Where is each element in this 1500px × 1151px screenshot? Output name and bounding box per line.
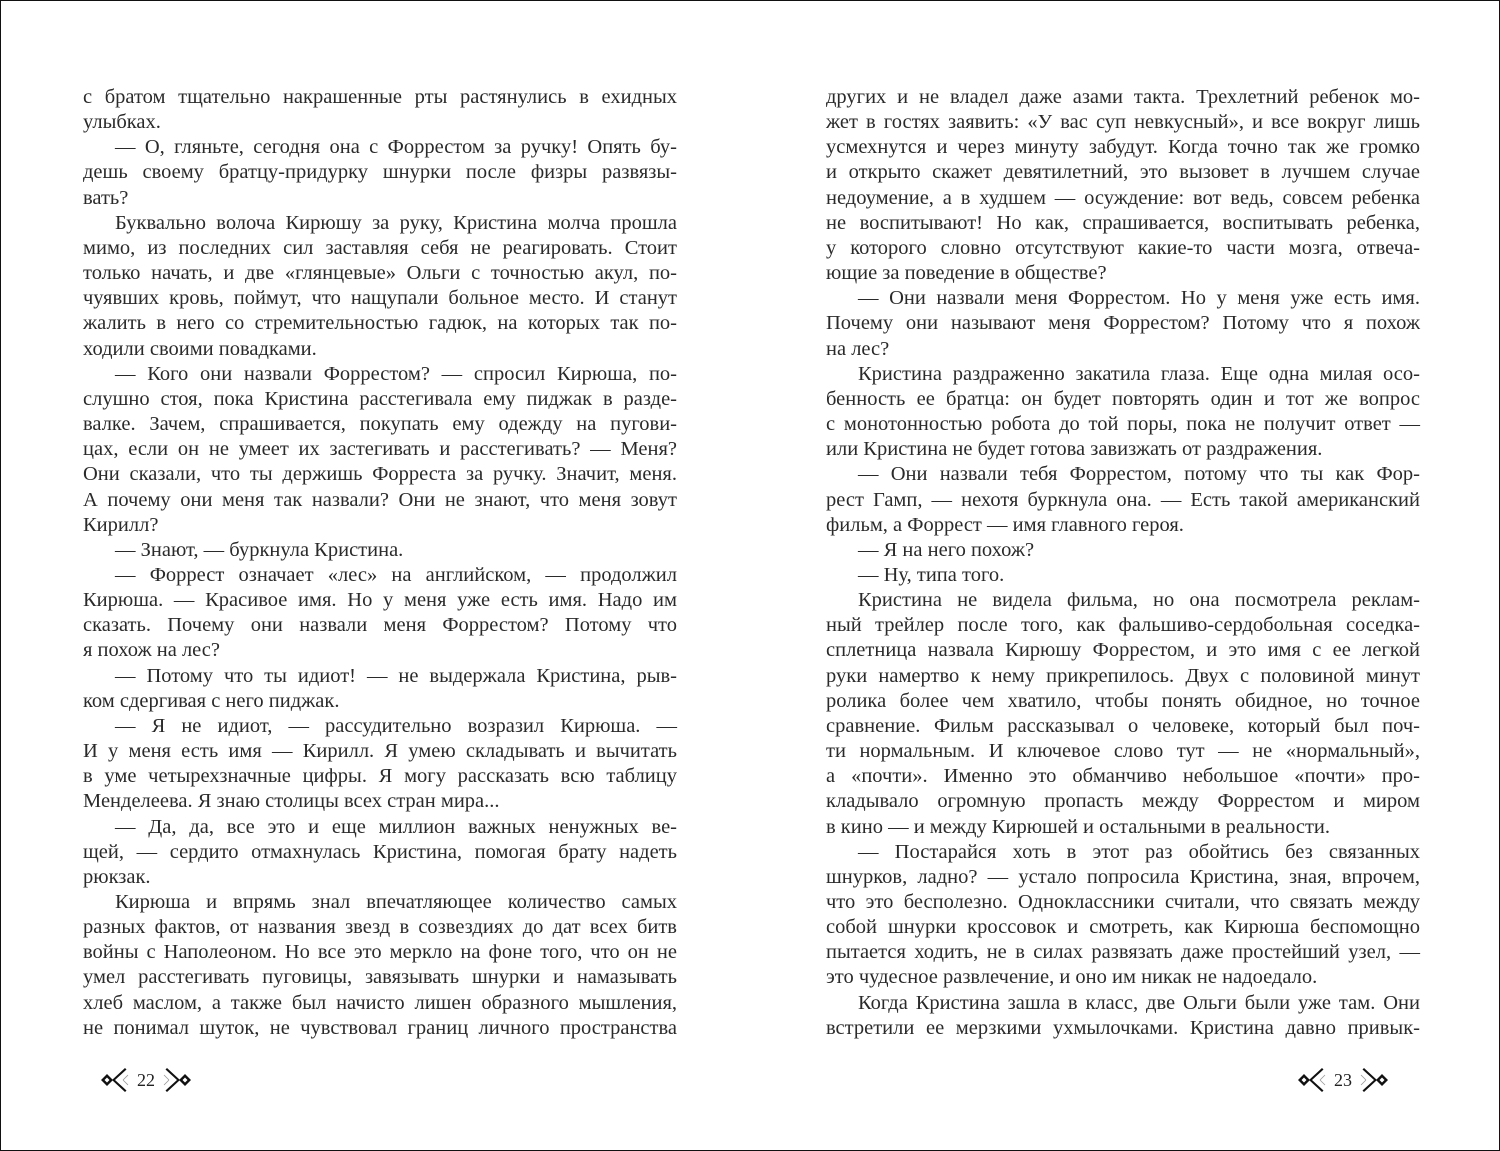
text-line: ходили своими повадками. bbox=[83, 337, 317, 360]
text-line: не воспитывают! Но как, спрашивается, воспитывать ребенка, bbox=[826, 211, 1420, 234]
text-line: фильм, а Форрест — имя главного героя. bbox=[826, 513, 1184, 536]
text-line: не понимал шуток, не чувствовал границ личного пространства bbox=[83, 1016, 677, 1039]
right-page-body bbox=[826, 85, 1420, 1041]
text-line: войны с Наполеоном. Но все это меркло на фоне того, что он не bbox=[83, 941, 677, 964]
folio-ornament-left-icon bbox=[99, 1065, 131, 1095]
text-line: сказать. Почему они назвали меня Форрестом? Потому что bbox=[83, 614, 677, 637]
text-line: чуявших кровь, поймут, что нащупали больное место. И станут bbox=[83, 287, 677, 310]
text-line: бенность ее братца: он будет повторять один и тот же вопрос bbox=[826, 387, 1420, 410]
text-line: — Знают, — буркнула Кристина. bbox=[115, 538, 404, 561]
text-line: ти нормальным. И ключевое слово тут — не «нормальный», bbox=[826, 740, 1420, 763]
text-line: цах, если он не умеет их застегивать и расстегивать? — Меня? bbox=[83, 438, 677, 461]
text-line: Буквально волоча Кирюшу за руку, Кристина молча прошла bbox=[115, 211, 677, 234]
text-line: Они сказали, что ты держишь Форреста за ручку. Значит, меня. bbox=[83, 463, 677, 486]
text-line: в кино — и между Кирюшей и остальными в реальности. bbox=[826, 815, 1331, 838]
text-line: — Они назвали тебя Форрестом, потому что ты как Фор- bbox=[858, 463, 1420, 486]
text-line: мимо, из последних сил заставляя себя не реагировать. Стоит bbox=[83, 236, 677, 259]
text-line: Кристина не видела фильма, но она посмотрела реклам- bbox=[858, 589, 1420, 612]
text-line: что это бесполезно. Одноклассники считали, что связать между bbox=[826, 891, 1420, 913]
text-line: — Потому что ты идиот! — не выдержала Кристина, рыв- bbox=[115, 664, 677, 687]
text-line: сравнение. Фильм рассказывал о человеке, который был поч- bbox=[826, 714, 1420, 737]
text-line: пытается ходить, не в силах развязать даже простейший узел, — bbox=[826, 941, 1420, 964]
text-line: А почему они меня так назвали? Они не знают, что меня зовут bbox=[83, 488, 677, 511]
text-line: Кристина раздраженно закатила глаза. Еще одна милая осо- bbox=[858, 362, 1420, 385]
text-line: — Форрест означает «лес» на английском, — продолжил bbox=[115, 563, 677, 586]
text-line: — Ну, типа того. bbox=[858, 563, 1005, 586]
text-line: на лес? bbox=[826, 337, 890, 360]
left-page-folio bbox=[99, 1065, 193, 1095]
text-line: хлеб маслом, а также был начисто лишен образного мышления, bbox=[83, 991, 677, 1014]
text-line: это чудесное развлечение, и оно им никак не надоедало. bbox=[826, 966, 1318, 989]
text-line: Кирюша и впрямь знал впечатляющее количество самых bbox=[115, 891, 677, 913]
text-line: щей, — сердито отмахнулась Кристина, помогая брату надеть bbox=[83, 840, 677, 863]
text-line: дешь своему братцу-придурку шнурки после физры развязы- bbox=[83, 161, 677, 184]
folio-ornament-left-icon bbox=[1296, 1065, 1328, 1095]
page-number: 22 bbox=[137, 1069, 155, 1090]
text-line: я похож на лес? bbox=[83, 639, 220, 662]
text-line: ком сдергивая с него пиджак. bbox=[83, 689, 340, 712]
text-line: — Я не идиот, — рассудительно возразил Кирюша. — bbox=[115, 714, 677, 737]
text-line: Почему они называют меня Форрестом? Потому что я похож bbox=[826, 312, 1420, 335]
text-line: недоумение, а в худшем — осуждение: вот ведь, совсем ребенка bbox=[826, 186, 1420, 209]
text-line: — О, гляньте, сегодня она с Форрестом за ручку! Опять бу- bbox=[115, 136, 677, 159]
left-page-body bbox=[83, 85, 677, 1041]
text-line: рест Гамп, — нехотя буркнула она. — Есть такой американский bbox=[826, 488, 1420, 511]
text-line: ющие за поведение в обществе? bbox=[826, 262, 1107, 285]
text-line: — Постарайся хоть в этот раз обойтись без связанных bbox=[858, 840, 1420, 863]
text-line: жет в гостях заявить: «У вас суп невкусный», и все вокруг лишь bbox=[826, 111, 1420, 134]
text-line: сплетница назвала Кирюшу Форрестом, и это имя с ее легкой bbox=[826, 639, 1420, 662]
folio-ornament-right-icon bbox=[1358, 1065, 1390, 1095]
text-line: усмехнутся и через минуту забудут. Когда точно так же громко bbox=[826, 136, 1420, 159]
text-line: Кирюша. — Красивое имя. Но у меня уже есть имя. Надо им bbox=[83, 589, 677, 612]
text-line: Кирилл? bbox=[83, 513, 159, 536]
text-line: — Да, да, все это и еще миллион важных ненужных ве- bbox=[115, 815, 677, 838]
text-line: только начать, и две «глянцевые» Ольги с точностью акул, по- bbox=[83, 262, 677, 285]
text-line: шнурков, ладно? — устало попросила Кристина, зная, впрочем, bbox=[826, 865, 1420, 888]
text-line: в уме четырехзначные цифры. Я могу рассказать всю таблицу bbox=[83, 765, 677, 788]
text-line: собой шнурки кроссовок и смотреть, как Кирюша беспомощно bbox=[826, 916, 1420, 939]
text-line: разных фактов, от названия звезд в созвездиях до дат всех битв bbox=[83, 916, 677, 939]
text-line: валке. Зачем, спрашивается, покупать ему одежду на пугови- bbox=[83, 413, 677, 436]
text-line: с монотонностью робота до той поры, пока не получит ответ — bbox=[826, 413, 1420, 436]
text-line: слушно стоя, пока Кристина расстегивала ему пиджак в разде- bbox=[83, 387, 677, 410]
text-line: жалить в него со стремительностью гадюк, на которых так по- bbox=[83, 312, 677, 335]
text-line: у которого словно отсутствуют какие-то части мозга, отвеча- bbox=[826, 236, 1420, 259]
text-line: а «почти». Именно это обманчиво небольшое «почти» про- bbox=[826, 765, 1420, 788]
text-line: с братом тщательно накрашенные рты растянулись в ехидных bbox=[83, 86, 677, 108]
text-line: ный трейлер после того, как фальшиво-сердобольная соседка- bbox=[826, 614, 1420, 637]
text-line: встретили ее мерзкими ухмылочками. Кристина давно привык- bbox=[826, 1016, 1420, 1039]
text-line: ролика более чем хватило, чтобы понять обидное, но точное bbox=[826, 689, 1420, 712]
text-line: вать? bbox=[83, 186, 129, 209]
text-line: Менделеева. Я знаю столицы всех стран мира... bbox=[83, 790, 500, 813]
text-line: — Кого они назвали Форрестом? — спросил Кирюша, по- bbox=[115, 362, 677, 385]
right-page-folio bbox=[1296, 1065, 1390, 1095]
text-line: улыбках. bbox=[83, 111, 161, 134]
text-line: других и не владел даже азами такта. Трехлетний ребенок мо- bbox=[826, 86, 1420, 108]
text-line: рюкзак. bbox=[83, 865, 151, 888]
text-line: Когда Кристина зашла в класс, две Ольги были уже там. Они bbox=[858, 991, 1420, 1014]
page-number: 23 bbox=[1334, 1069, 1352, 1090]
text-line: и открыто скажет девятилетний, это вызовет в лучшем случае bbox=[826, 161, 1420, 184]
text-line: — Они назвали меня Форрестом. Но у меня уже есть имя. bbox=[858, 287, 1420, 310]
text-line: И у меня есть имя — Кирилл. Я умею складывать и вычитать bbox=[83, 740, 677, 763]
text-line: кладывало огромную пропасть между Форрестом и миром bbox=[826, 790, 1420, 813]
text-line: — Я на него похож? bbox=[858, 538, 1035, 561]
text-line: или Кристина не будет готова завизжать от раздражения. bbox=[826, 438, 1323, 461]
text-line: умел расстегивать пуговицы, завязывать шнурки и намазывать bbox=[83, 966, 677, 989]
folio-ornament-right-icon bbox=[161, 1065, 193, 1095]
text-line: руки намертво к нему прикрепилось. Двух с половиной минут bbox=[826, 664, 1420, 687]
